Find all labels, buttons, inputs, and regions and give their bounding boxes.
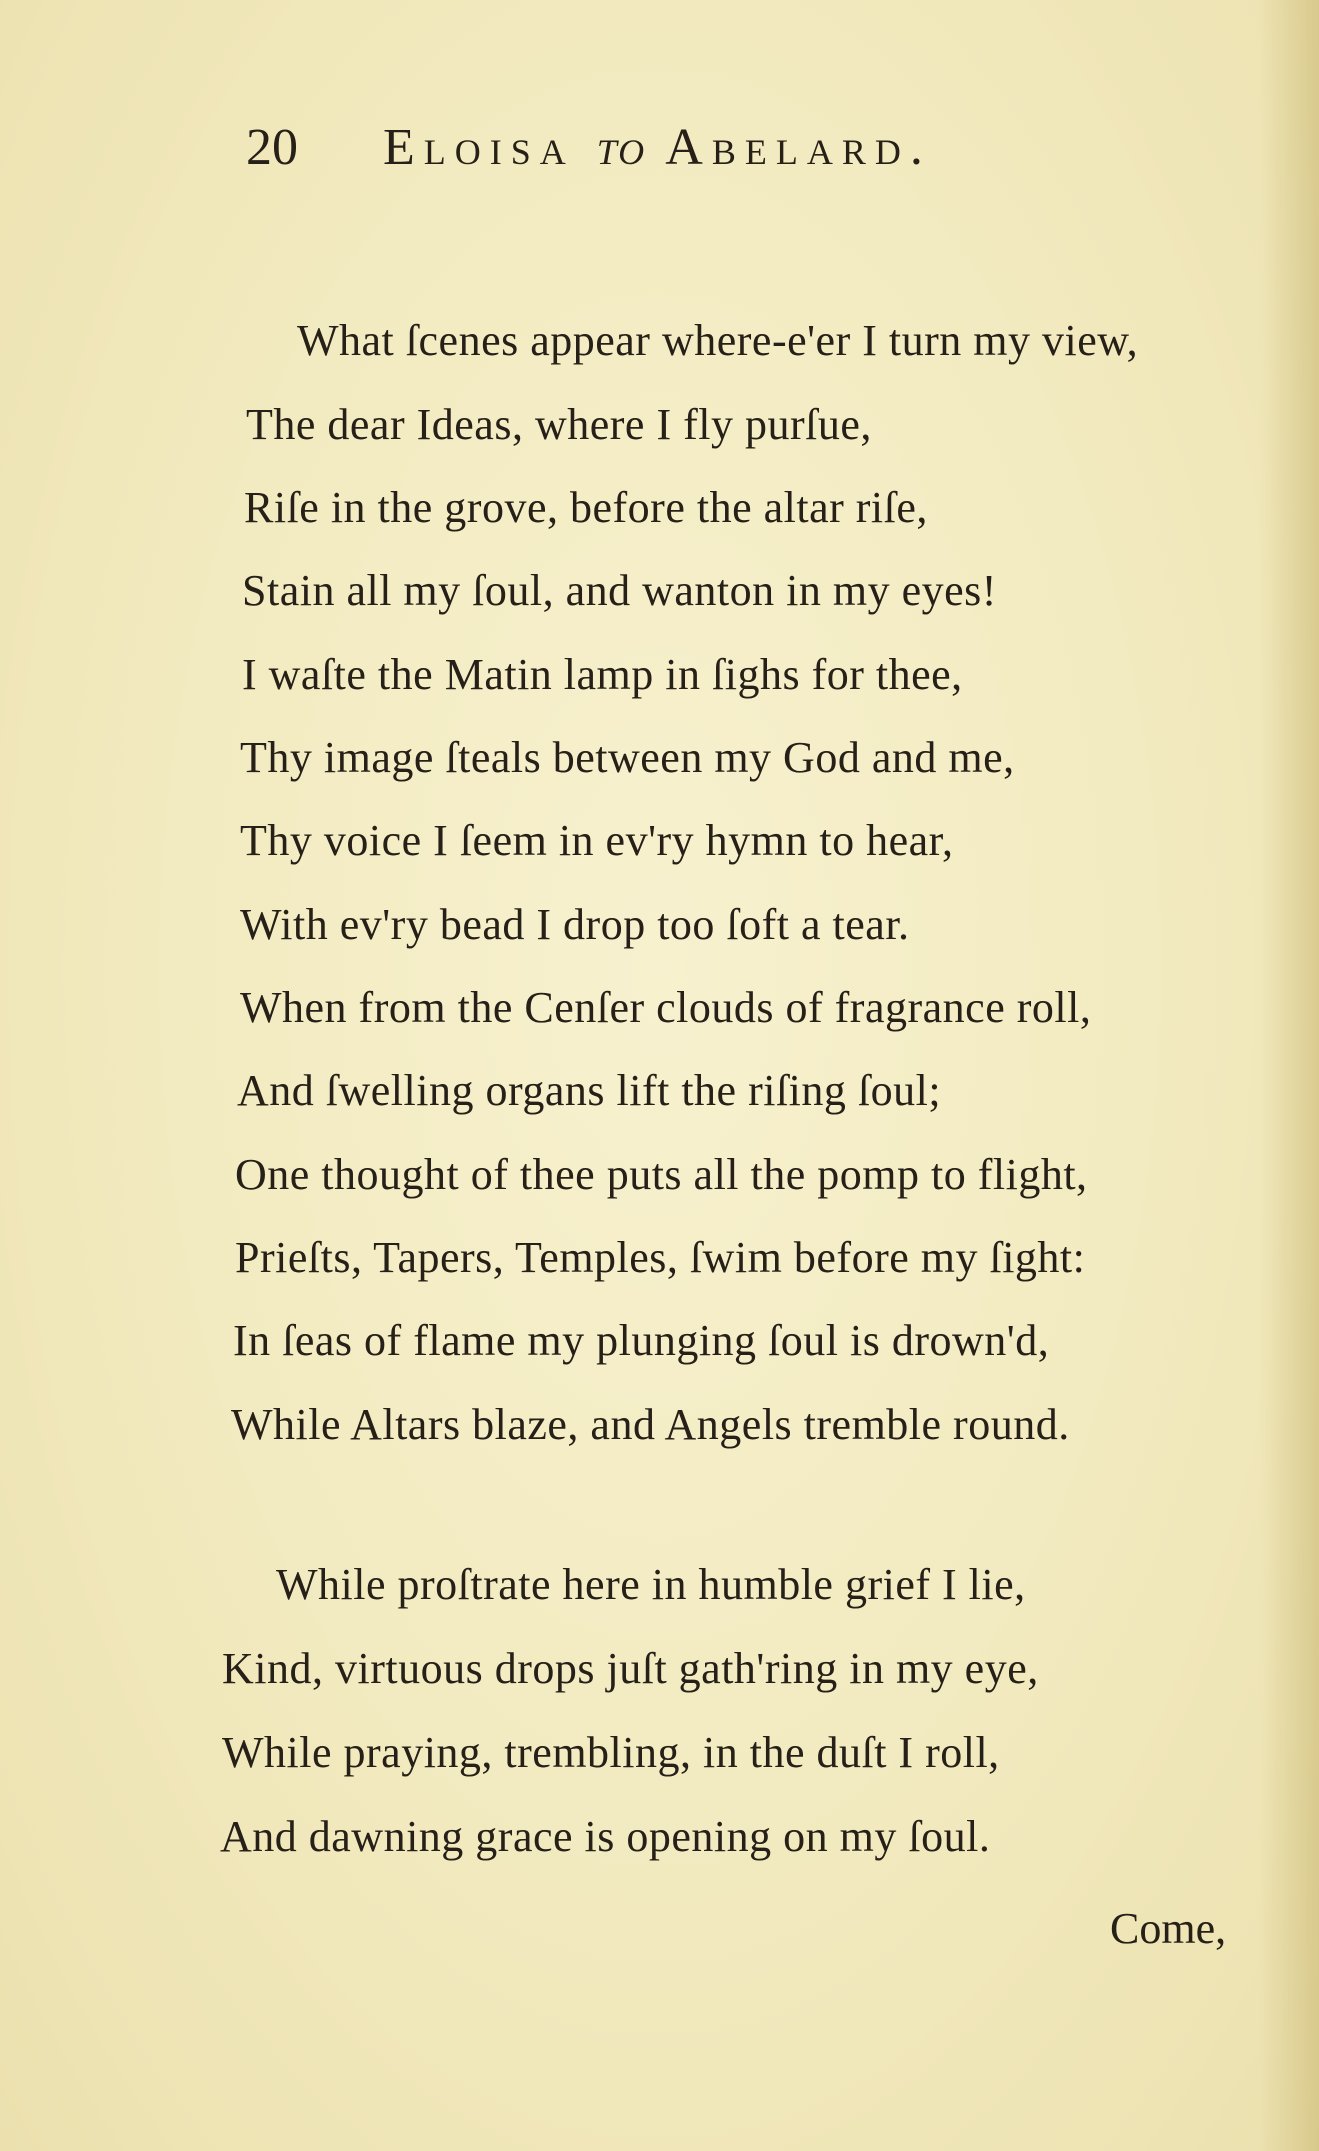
verse-line: Prieſts, Tapers, Temples, ſwim before my ſight: bbox=[235, 1233, 1086, 1282]
running-title-part1: Eloisa bbox=[383, 119, 575, 176]
verse-line: While Altars blaze, and Angels tremble round. bbox=[231, 1400, 1070, 1449]
verse-line: Kind, virtuous drops juſt gath'ring in my eye, bbox=[222, 1644, 1039, 1693]
verse-line: Thy voice I ſeem in ev'ry hymn to hear, bbox=[240, 816, 954, 865]
verse-line: While praying, trembling, in the duſt I roll, bbox=[222, 1728, 1000, 1777]
verse-line: Stain all my ſoul, and wanton in my eyes! bbox=[242, 566, 997, 615]
verse-line: With ev'ry bead I drop too ſoft a tear. bbox=[240, 900, 910, 949]
verse-line: Thy image ſteals between my God and me, bbox=[240, 733, 1015, 782]
running-title-part3: Abelard. bbox=[665, 119, 932, 176]
running-title bbox=[383, 118, 932, 178]
verse-line: In ſeas of flame my plunging ſoul is drown'd, bbox=[233, 1316, 1050, 1365]
verse-line: When from the Cenſer clouds of fragrance roll, bbox=[240, 983, 1092, 1032]
verse-line: The dear Ideas, where I fly purſue, bbox=[246, 400, 872, 449]
running-title-part2: to bbox=[596, 119, 647, 176]
verse-line: And ſwelling organs lift the riſing ſoul; bbox=[237, 1066, 942, 1115]
catchword: Come, bbox=[1110, 1904, 1227, 1953]
page-number: 20 bbox=[246, 119, 298, 176]
verse-line: And dawning grace is opening on my ſoul. bbox=[220, 1812, 991, 1861]
verse-line: What ſcenes appear where-e'er I turn my view, bbox=[297, 316, 1139, 365]
running-head bbox=[246, 118, 932, 178]
page-edge-shadow bbox=[1259, 0, 1319, 2151]
verse-line: One thought of thee puts all the pomp to flight, bbox=[235, 1150, 1088, 1199]
verse-line: Riſe in the grove, before the altar riſe, bbox=[244, 483, 928, 532]
verse-line: While proſtrate here in humble grief I lie, bbox=[276, 1560, 1026, 1609]
verse-line: I waſte the Matin lamp in ſighs for thee, bbox=[242, 650, 963, 699]
